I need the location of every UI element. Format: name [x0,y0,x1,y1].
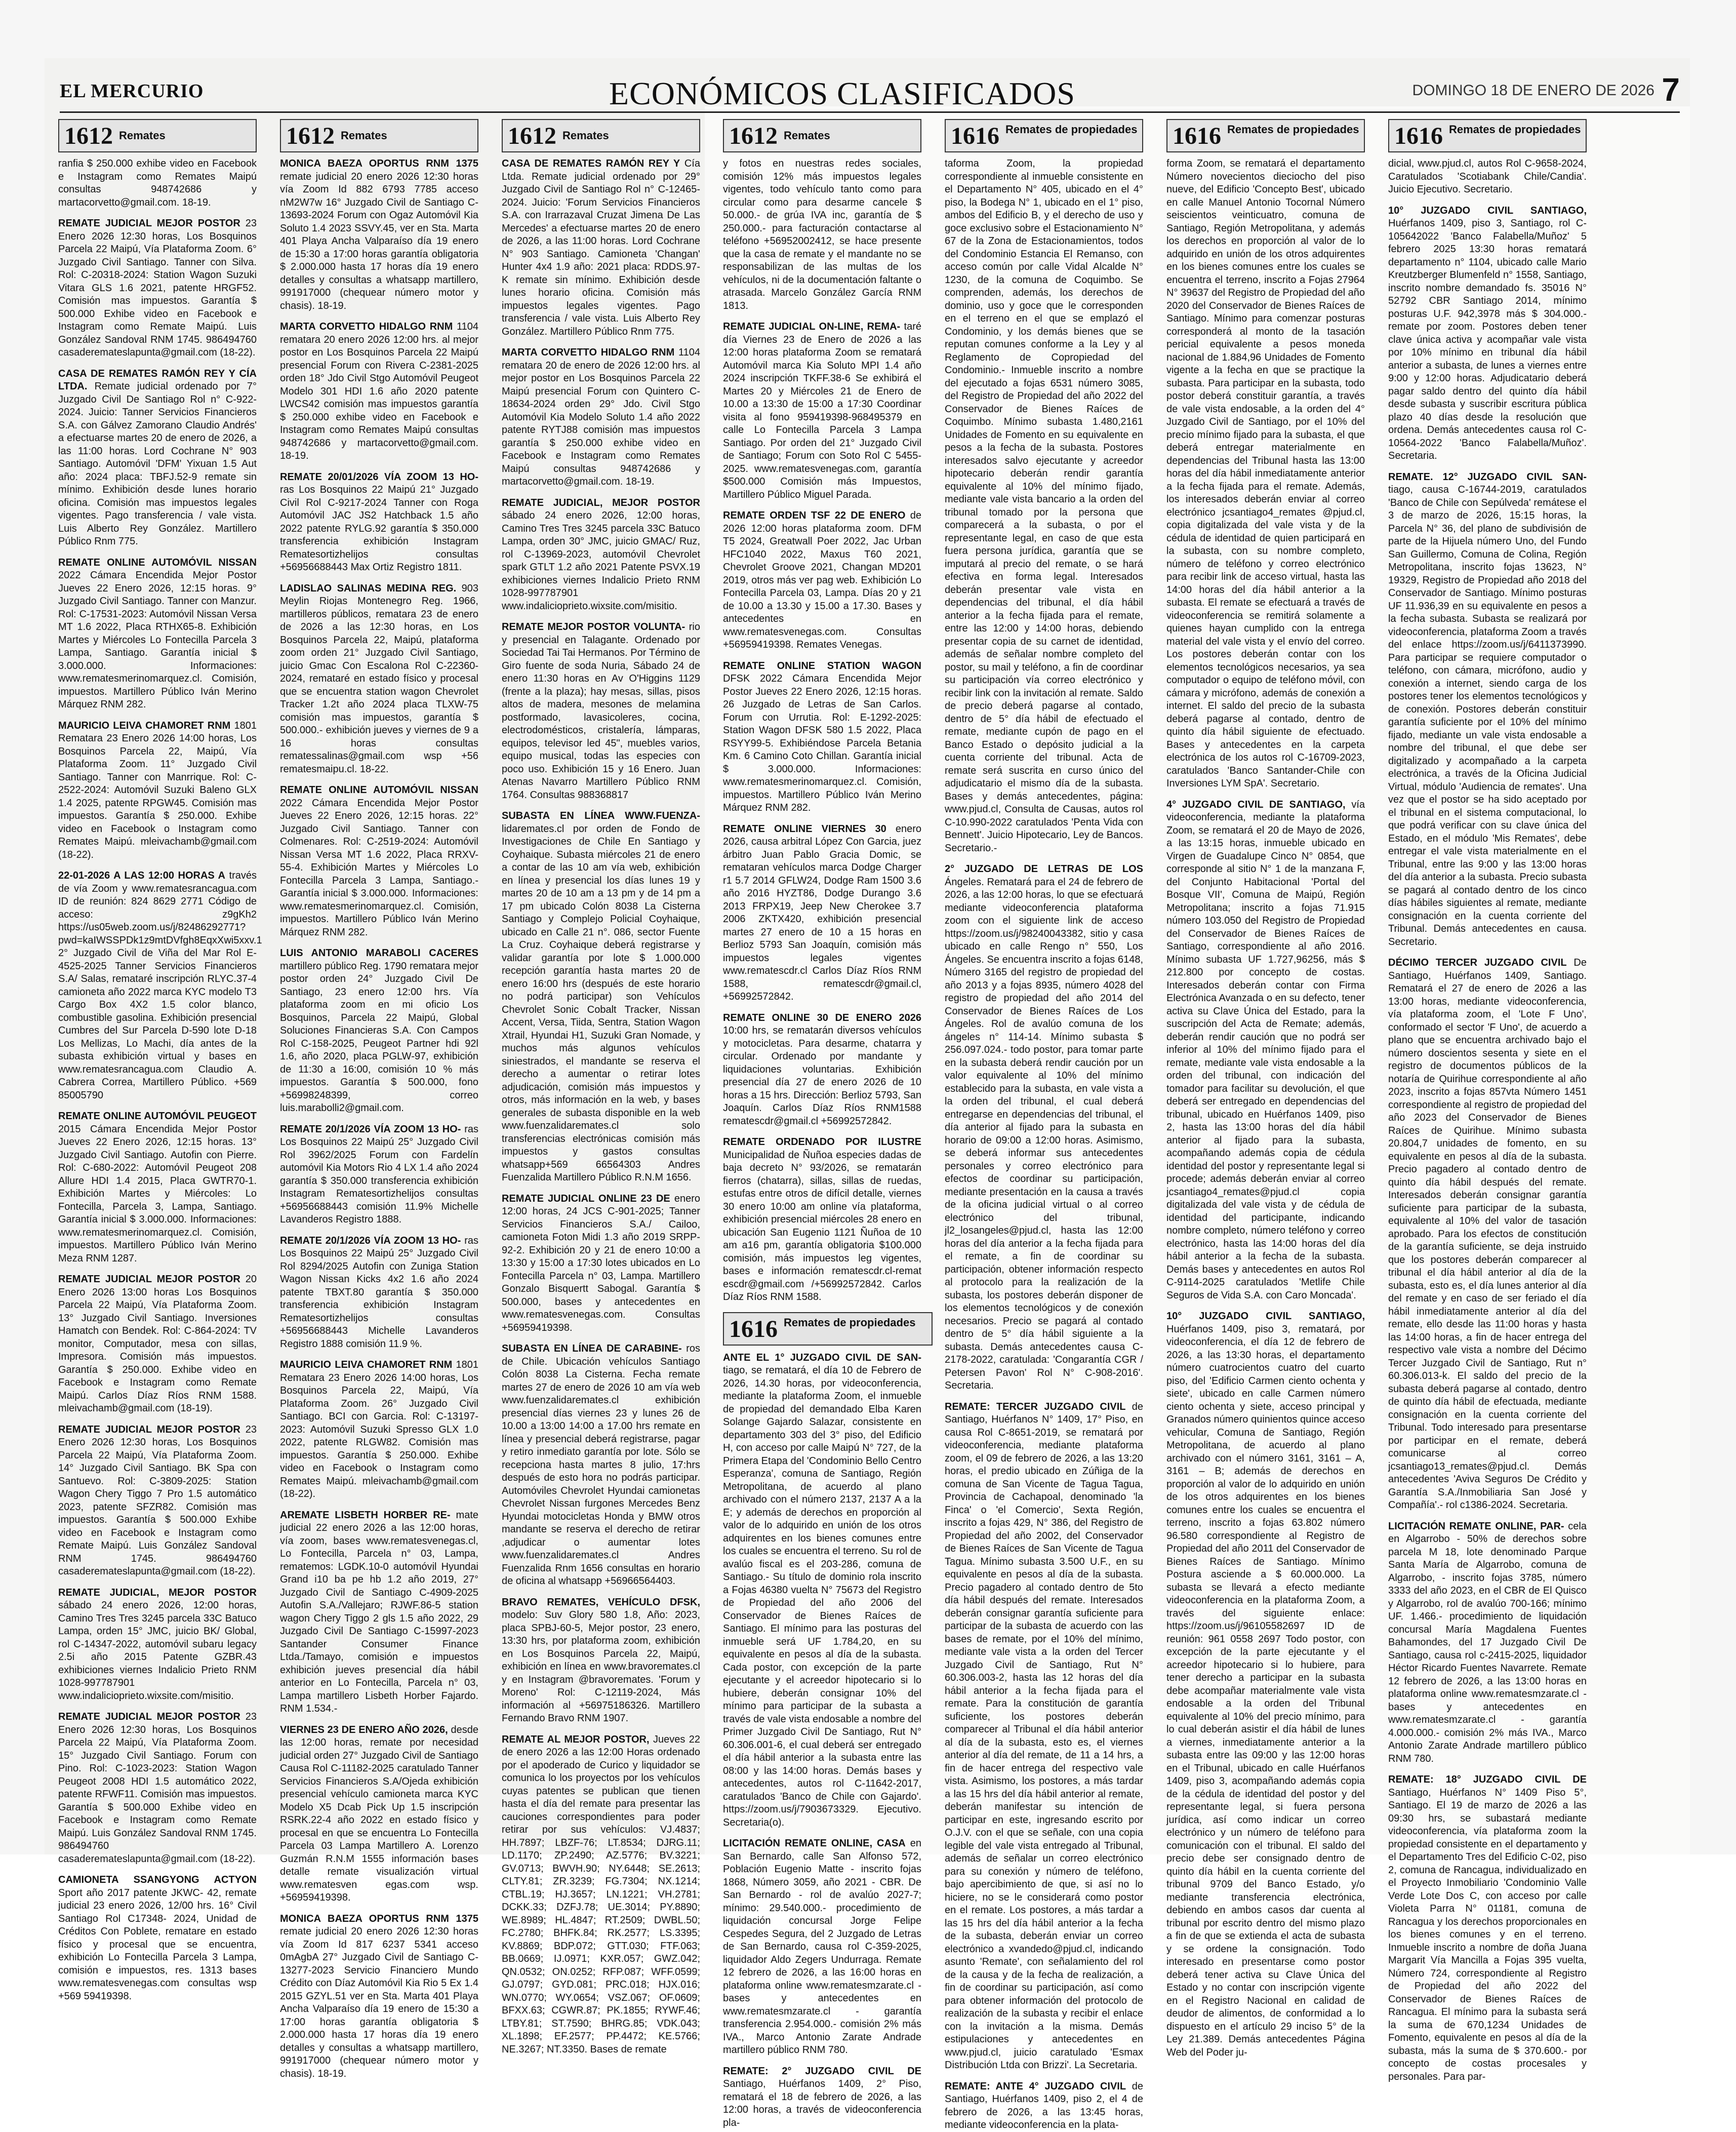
ad-heading: VIERNES 23 DE ENERO AÑO 2026, [280,1724,448,1735]
classified-ad [723,660,921,815]
ad-heading: REMATE: ANTE 4° JUZGADO CIVIL [945,2080,1126,2092]
ad-heading: REMATE MEJOR POSTOR VOLUNTA- [502,621,685,633]
ad-heading: REMATE 20/01/2026 VÍA ZOOM 13 HO- [280,471,478,483]
ad-body: enero 12:00 horas, 24 JCS C-901-2025; Tanner Servicios Financieros S.A./ Cailoo, camioneta Foton Midi 1.3 año 2019 SRPP-92-2. Exhibición 20 y 21 de enero 10:00 a 13:30 y 15:00 a 17:30 lotes ubicados en Lo Fontecilla Parcela n° 03, Lampa. Martillero Gonzalo Bisquertt Sabogal. Garantía $ 500.000, bases y antecedentes en www.rematesvenegas.com. Consultas +56959419398. [502,1193,700,1333]
classified-ad [280,1724,478,1905]
ad-heading: LADISLAO SALINAS MEDINA REG. [280,582,457,594]
ad-body: forma Zoom, se rematará el departamento Número novecientos dieciocho del piso nueve, del Edificio 'Concepto Best', ubicado en calle Manuel Antonio Tocornal Número seiscientos veinticuatro, comuna de Santiago, Región Metropolitana, y además los derechos en proporción al valor de lo adquirido en unión de los otros adquirentes en los bienes comunes entre los cuales se encuentra el terreno, inscrito a Fojas 27964 N° 39637 del Registro de Propiedad del año 2020 del Conservador de Bienes Raíces de Santiago. Mínimo para comenzar posturas corresponderá al monto de la tasación pericial equivalente a pesos moneda nacional de 1.884,96 Unidades de Fomento vigente a la fecha en que se practique la subasta. Para participar en la subasta, todo postor deberá constituir garantía, a través de vale vista endosable, a la orden del 4° Juzgado Civil de Santiago, por el 10% del precio mínimo fijado para la subasta, el que deberá entregar materialmente en dependencias del Tribunal hasta las 13:00 horas del día hábil inmediatamente anterior a la fecha fijada para el remate. Además, los interesados deberán enviar al correo electrónico jcsantiago4_remates @pjud.cl, copia digitalizada del vale vista y de la cédula de identidad de quien participará en la subasta, con su nombre completo, número de teléfono y correo electrónico para recibir link de acceso virtual, hasta las 14:00 horas del día hábil anterior a la subasta. El remate se efectuará a través de videoconferencia se remitirá solamente a quienes hayan cumplido con la entrega material del vale vista y el envío del correo. Los postores deberán contar con los elementos tecnológicos necesarios, ya sea computador o equipo de teléfono móvil, con cámara y micrófono, además de conexión a internet. El saldo del precio de la subasta deberá pagarse al contado, dentro de quinto día hábil siguiente de efectuado. Bases y antecedentes en la carpeta electrónica de los autos rol C-16709-2023, caratulados 'Banco Santander-Chile con Inversiones LYM SpA'. Secretario. [1166,158,1365,789]
column-5 [945,119,1143,2130]
ad-body: Ángeles. Rematará para el 24 de febrero de 2026, a las 12:00 horas, lo que se efectuará mediante videoconferencia plataforma zoom con el siguiente link de acceso https://zoom.us/j/98240043382, sitio y casa ubicado en calle Rengo n° 550, Los Ángeles. Se encuentra inscrito a fojas 6148, Número 3165 del registro de propiedad del año 2013 y a fojas 8935, número 4028 del registro de propiedad del año 2014 del Conservador de Bienes Raíces de Los Ángeles. Rol de avalúo comuna de los ángeles n° 114-14. Mínimo subasta $ 256.097.024.- todo postor, para tomar parte en la subasta deberá rendir caución por un valor equivalente al 10% del mínimo establecido para la subasta, en vale vista a la orden del tribunal, el cual deberá entregarse en dependencias del tribunal, el día anterior al fijado para la subasta en horario de 09:00 a 12:00 horas. Asimismo, se deberá informar sus antecedentes personales y correo electrónico para efectos de coordinar su participación, mediante presentación en la causa a través de la oficina judicial virtual o al correo electrónico del tribunal, jl2_losangeles@pjud.cl, hasta las 12:00 horas del día anterior a la fecha fijada para el remate, a fin de coordinar su participación, obtener información respecto al protocolo para la realización de la subasta, los postores deberán disponer de los elementos tecnológicos y de conexión necesarios. Precio se pagará al contado dentro de 5° día hábil siguiente a la subasta. Demás antecedentes causa C-2178-2022, caratulada: 'Congarantía CGR / Petersen Pavon' Rol N° C-908-2016'. Secretaria. [945,876,1143,1391]
ad-heading: AREMATE LISBETH HORBER RE- [280,1509,451,1521]
ad-body: martillero público Reg. 1790 rematara mejor postor orden 24° Juzgado Civil De Santiago, 23 enero 12:00 hrs. Vía plataforma zoom en mi oficio Los Bosquinos, Parcela 22 Maipú, Global Soluciones Financieras S.A. Con Campos Rol C-158-2025, Peugeot Partner hdi 92l 1.6, año 2020, placa PGLW-97, exhibición de 11:30 a 16:00, comisión 10 % más impuestos. Garantía $ 500.000, fono +56998248399, correo luis.marabolli2@gmail.com. [280,960,478,1114]
column-header [723,119,921,152]
ad-heading: REMATE: 2° JUZGADO CIVIL DE [723,2065,921,2077]
ad-body: Remate judicial ordenado por 7° Juzgado Civil De Santiago Rol n° C-922-2024. Juicio: Tanner Servicios Financieros S.A. con Gálvez Zamorano Claudio Andrés' a efectuarse martes 20 de enero de 2026, a las 11:00 horas. Lord Cochrane N° 903 Santiago. Automóvil 'DFM' Yixuan 1.5 Aut año: 2024 placa: TBFJ.52-9 remate sin mínimo. Exhibición desde lunes horario oficina. Comisión mas impuestos legales vigentes. Pago transferencia / vale vista. Luis Alberto Rey González. Martillero Público Rnm 775. [58,381,257,547]
classified-ad [58,1424,257,1578]
ad-body: sábado 24 enero 2026, 12:00 horas, Camino Tres Tres 3245 parcela 33C Batuco Lampa, orden 30° JMC, juicio GMAC/ Ruz, rol C-13969-2023, automóvil Chevrolet spark GTLT 1.2 año 2021 Patente PSVX.19 exhibiciones viernes Indalicio Prieto RNM 1028-997787901 www.indalicioprieto.wixsite.com/misitio. [502,510,700,612]
classified-ad [723,2065,921,2130]
section-label: Remates [119,129,166,142]
classified-ad [280,1359,478,1501]
ad-heading: CASA DE REMATES RAMÓN REY Y [502,158,680,169]
classified-ad [723,1837,921,2057]
ad-body: 23 Enero 2026 12:30 horas, Los Bosquinos Parcela 22 Maipú, Vía Plataforma Zoom. 14° Juzgado Civil Santiago. BK Spa con Santuevo. Rol: C-3809-2025: Station Wagon Chery Tiggo 7 Pro 1.5 automático 2023, patente SFZR82. Comisión mas impuestos. Garantía $ 500.000 Exhibe video en Facebook e Instagram como Remate Maipú. Luis González Sandoval RNM 1745. 986494760 casaderemateslapunta@gmail.com (18-22). [58,1424,257,1577]
classified-ad [502,157,700,338]
classified-ad [280,1913,478,2081]
ad-heading: 22-01-2026 A LAS 12:00 HORAS A [58,870,225,881]
classified-ad [1388,471,1587,949]
classified-ad [1166,157,1365,791]
ad-heading: REMATE: 18° JUZGADO CIVIL DE [1388,1774,1587,1785]
ad-body: de 2026 12:00 horas plataforma zoom. DFM T5 2024, Greatwall Poer 2022, Jac Urban HFC1040 2022, Maxus T60 2021, Chevrolet Groove 2021, Changan MD201 2019, otros más ver pag web. Exhibición Lo Fontecilla Parcela 03, Lampa. Días 20 y 21 de 10.00 a 13.30 y 15.00 a 17.30. Bases y antecedentes en www.rematesvenegas.com. Consultas +56959419398. Remates Venegas. [723,510,921,650]
classified-ad [280,1509,478,1716]
classified-ad [502,810,700,1185]
ad-body: desde las 12:00 horas, remate por necesidad judicial orden 27° Juzgado Civil de Santiago Causa Rol C-11182-2025 caratulado Tanner Servicios Financieros S.A/Ojeda exhibición presencial vehículo camioneta marca KYC Modelo X5 Dcab Pick Up 1.5 inscripción RSRK.22-4 año 2022 en estado físico y procesal en que se encuentra Lo Fontecilla Parcela 03 Lampa Martillero A. Lorenzo Guzmán R.N.M 1555 información bases detalle remate visualización virtual www.rematesven egas.com wsp. +56959419398. [280,1724,478,1903]
classified-ad [280,784,478,939]
ad-heading: REMATE 20/1/2026 VÍA ZOOM 13 HO- [280,1123,461,1135]
ad-heading: REMATE JUDICIAL MEJOR POSTOR [58,1424,240,1435]
ad-heading: REMATE ONLINE AUTOMÓVIL PEUGEOT [58,1111,257,1122]
classified-ad [58,1587,257,1703]
ad-body: modelo: Suv Glory 580 1.8, Año: 2023, placa SPBJ-60-5, Mejor postor, 23 enero, 13:30 hrs, por plataforma zoom, exhibición en Los Bosquinos Parcela 22, Maipú, exhibición en línea en www.bravoremates.cl y en Instagram @bravoremates. 'Forum y Moreno' Rol: C-12119-2024, Más información al +56975186326. Martillero Fernando Bravo RNM 1907. [502,1609,700,1724]
classified-ad [945,2080,1143,2132]
ad-body: taforma Zoom, la propiedad correspondiente al inmueble consistente en el Departamento N° 405, ubicado en el 4° piso, la Bodega N° 1, ubicado en el 1° piso, ambos del Edificio B, y el derecho de uso y goce exclusivo sobre el Estacionamiento N° 67 de la Zona de Estacionamientos, todos del Condominio Estancia El Remanso, con acceso común por calle Vidal Alcalde N° 1230, de la comuna de Coquimbo. Se comprenden, además, los derechos de dominio, uso y goce que le corresponden en el terreno en el que se emplazó el Condominio, y los demás bienes que se reputan comunes conforme a la Ley y al Reglamento de Copropiedad del Condominio.- Inmueble inscrito a nombre del ejecutado a fojas 6531 número 3085, del Registro de Propiedad del año 2022 del Conservador de Bienes Raíces de Coquimbo. Mínimo subasta 1.480,2161 Unidades de Fomento en su equivalente en pesos a la fecha de la subasta. Postores interesados salvo ejecutante y acreedor hipotecario deberán rendir garantía equivalente al 10% del mínimo fijado, mediante vale vista bancario a la orden del tribunal tomado por la persona que comparecerá a la subasta, o por el representante legal, en caso de que esta fuera persona jurídica, garantía que se imputará al precio del remate, o se hará efectiva en forma legal. Interesados deberán presentar vale vista en dependencias del tribunal, el día hábil anterior a la fecha fijada para el remate, entre las 12:00 y 14:00 horas, debiendo presentar copia de su carnet de identidad, además de señalar nombre completo del postor, su mail y teléfono, a fin de coordinar su participación vía correo electrónico y recibir link con la invitación al remate. Saldo de precio deberá pagarse al contado, dentro de 5° día hábil de efectuado el remate, mediante cupón de pago en el Banco Estado o depósito judicial a la cuenta corriente del tribunal. Acta de remate será suscrita en curso único del adjudicatario el mismo día de la subasta. Bases y demás antecedentes, página: www.pjud.cl, Consulta de Causas, autos rol C-10.990-2022 caratulados 'Penta Vida con Bennett'. Juicio Hipotecario, Ley de Bancos. Secretario.- [945,158,1143,854]
ad-body: 20 Enero 2026 13:00 horas Los Bosquinos Parcela 22 Maipú, Vía Plataforma Zoom. 13° Juzgado Civil Santiago. Inversiones Hamatch con Bendek. Rol: C-864-2024: TV monitor, Computador, mesa con sillas, Impresora. Comisión más impuestos. Garantía $ 250.000. Exhibe video en Facebook e Instagram como Remate Maipú. Carlos Díaz Ríos RNM 1588. mleivachamb@gmail.com (18-19). [58,1274,257,1414]
section-number: 1612 [286,123,335,149]
section-number: 1616 [1173,123,1221,149]
classified-ad [502,1343,700,1588]
ad-heading: DÉCIMO TERCER JUZGADO CIVIL [1388,957,1567,968]
section-label: Remates [784,129,830,142]
ad-body: 1801 Rematara 23 Enero 2026 14:00 horas, Los Bosquinos Parcela 22, Maipú, Vía Plataforma Zoom. 26° Juzgado Civil Santiago. BCI con Garcia. Rol: C-13197-2023: Automóvil Suzuki Spresso GLX 1.0 2022, patente RLGW82. Comisión mas impuestos. Garantía $ 250.000. Exhibe video en Facebook o Instagram como Remates Maipú. mleivachamb@gmail.com (18-22). [280,1359,478,1499]
section-number: 1616 [729,1315,778,1343]
section-label: Remates de propiedades [1227,123,1359,136]
column-header [1166,119,1365,152]
column-header [502,119,700,152]
ad-heading: REMATE ONLINE 30 DE ENERO 2026 [723,1012,921,1023]
newspaper-brand: EL MERCURIO [60,81,204,102]
column-header [58,119,257,152]
section-number: 1612 [729,123,778,149]
ad-body: de Santiago, Huérfanos N° 1409, 17° Piso, en causa Rol C-8651-2019, se rematará por videoconferencia, mediante plataforma zoom, el 09 de febrero de 2026, a las 13:20 horas, el predio ubicado en Zúñiga de la comuna de San Vicente de Tagua Tagua, Provincia de Cachapoal, denominado 'la Finca' o 'el Comercio', Sexta Región, inscrito a fojas 429, N° 386, del Registro de Propiedad del año 2002, del Conservador de Bienes Raíces de San Vicente de Tagua Tagua. Mínimo subasta 3.500 U.F., en su equivalente en pesos al día de la subasta. Precio pagadero al contado dentro de 5to día hábil después del remate. Interesados deberán consignar garantía suficiente para participar de la subasta de acuerdo con las bases de remate, por el 10% del mínimo, mediante vale vista a la orden del Tercer Juzgado Civil de Santiago, Rut N° 60.306.003-2, hasta las 12 horas del día hábil anterior a la fecha fijada para el remate. Para la constitución de garantía suficiente, los postores deberán comparecer al Tribunal el día hábil anterior al día de la subasta, esto es, el viernes anterior al día del remate, de 11 a 14 hrs, a fin de hacer entrega del respectivo vale vista. Asimismo, los postores, a más tardar a las 15 hrs del día hábil anterior al remate, deberán manifestar su intención de participar en este, ingresando escrito por O.J.V. con el que se señale, con una copia legible del vale vista entregado al Tribunal, además de señalar un correo electrónico para su conexión y número de teléfono, bajo apercibimiento de que, si así no lo hiciere, no se le considerará como postor en el remate. Los postores, a más tardar a las 15 hrs del día hábil anterior a la fecha de la subasta, deberán enviar un correo electrónico a xvandedo@pjud.cl, indicando asunto 'Remate', con señalamiento del rol de la causa y de la fecha de realización, a fin de coordinar su participación, así como para obtener información del protocolo de realización de la subasta y recibir el enlace con la invitación a la misma. Demás estipulaciones y antecedentes en www.pjud.cl, juicio caratulado 'Esmax Distribución Ltda con Brizzi'. La Secretaria. [945,1401,1143,2071]
ad-body: ras Los Bosquinos 22 Maipú 21° Juzgado Civil Rol C-9217-2024 Tanner con Roga Automóvil JAC JS2 Hatchback 1.5 año 2022 patente RYLG.92 garantía $ 350.000 transferencia exhibición Instagram Rematesortizhelijos consultas +56956688443 Max Ortiz Registro 1811. [280,484,478,573]
ad-heading: MAURICIO LEIVA CHAMORET RNM [280,1359,453,1370]
ad-heading: REMATE. 12° JUZGADO CIVIL SAN- [1388,471,1587,483]
ad-body: Santiago, Huérfanos 1409, 2° Piso, rematará el 18 de febrero de 2026, a las 12:00 horas, a través de videoconferencia pla- [723,2078,921,2128]
ad-body: lidaremates.cl por orden de Fondo de Investigaciones de Chile En Santiago y Coyhaique. Subasta miércoles 21 de enero a contar de las 10 am vía web, exhibición en línea y presencial los días lunes 19 y martes 20 de 10 am a 13 pm y de 14 pm a 17 pm ubicado Colón 8038 La Cisterna Santiago y Complejo Policial Coyhaique, ubicado en Calle 21 n°. 086, sector Fuente La Cruz. Coyhaique deberá registrarse y validar garantía por lote $ 1.000.000 recepción garantía hasta martes 20 de enero 16:00 hrs (después de este horario no podrá participar) son Vehículos Chevrolet Sonic Cobalt Tracker, Nissan Accent, Versa, Tiida, Sentra, Station Wagon Xtrail, Hyundai H1, Suzuki Gran Nomade, y muchos más algunos vehículos siniestrados, el mandante se reserva el derecho a aumentar o retirar lotes adjudicación, comisión más impuestos y otros, más información en la web, y bases generales de subasta disponible en la web www.fuenzalidaremates.cl solo transferencias electrónicas comisión más impuestos y gastos consultas whatsapp+569 66564303 Andres Fuenzalida Martillero Público R.N.M 1656. [502,823,700,1183]
ad-body: 2015 Cámara Encendida Mejor Postor Jueves 22 Enero 2026, 12:15 horas. 13° Juzgado Civil Santiago. Autofin con Pierre. Rol: C-680-2022: Automóvil Peugeot 208 Allure HDI 1.4 2015, Placa GWTR70-1. Exhibición Martes y Miércoles: Lo Fontecilla, Parcela 3, Lampa, Santiago. Garantía inicial $ 3.000.000. Informaciones: www.rematesmerinomarquez.cl. Comisión, impuestos. Martillero Público Iván Merino Meza RNM 1287. [58,1123,257,1264]
ad-body: Huérfanos 1409, piso 3, rematará, por videoconferencia, el día 12 de febrero de 2026, a las 13:30 horas, el departamento número cuatrocientos cuatro del cuarto piso, del 'Edificio Carmen ciento ochenta y siete', ubicado en calle Carmen número ciento ochenta y siete, acceso principal y Granados número quinientos quince acceso vehicular, Comuna de Santiago, Región Metropolitana, de acuerdo al plano archivado con el número 3161, 3161 – A, 3161 – B; además de derechos en proporción al valor de lo adquirido en unión de los otros adquirentes en los bienes comunes entre los cuales se encuentra el terreno, inscrito a fojas 63.802 número 96.580 correspondiente al Registro de Propiedad del año 2011 del Conservador de Bienes Raíces de Santiago. Mínimo Postura asciende a $ 60.000.000. La subasta se llevará a efecto mediante videoconferencia en la plataforma Zoom, a través del siguiente enlace: https://zoom.us/j/96105582697 ID de reunión: 961 0558 2697 Todo postor, con excepción de la parte ejecutante y el acreedor hipotecario si lo hubiere, para tener derecho a participar en la subasta debe acompañar materialmente vale vista endosable a la orden del Tribunal equivalente al 10% del precio mínimo, para lo cual deberán asistir el día hábil de lunes a viernes, inmediatamente anterior a la subasta entre las 09:00 y las 12:00 horas en el Tribunal, ubicado en calle Huérfanos 1409, piso 3, acompañando además copia de la cédula de identidad del postor y del representante legal, si fuera persona jurídica, así como indicar un correo electrónico y un número de teléfono para comunicación con el tribunal. El saldo del precio debe ser consignado dentro de quinto día hábil en la cuenta corriente del tribunal 9709 del Banco Estado, y/o mediante transferencia electrónica, debiendo en ambos casos dar cuenta al tribunal por escrito dentro del mismo plazo a fin de que se extienda el acta de subasta y se ordene la consignación. Todo interesado en presentarse como postor deberá tener activa su Clave Única del Estado y no contar con inscripción vigente en el Registro Nacional en calidad de deudor de alimentos, de conformidad a lo dispuesto en el artículo 29 inciso 5° de la Ley 21.389. Demás antecedentes Página Web del Poder ju- [1166,1323,1365,2058]
ad-heading: 4° JUZGADO CIVIL DE SANTIAGO, [1166,799,1346,810]
classified-ad [1388,1773,1587,2083]
column-3 [502,119,700,2055]
ad-body: 1104 rematara 20 enero 2026 12:00 hrs. al mejor postor en Los Bosquinos Parcela 22 Maipú presencial Forum con Rivera C-2381-2025 orden 18° Jdo Civil Stgo Automóvil Peugeot Modelo 301 HDI 1.6 año 2020 patente LWCS42 comisión mas impuestos garantía $ 250.000 exhibe video en Facebook e Instagram como Remates Maipú consultas 948742686 y martacorvetto@gmail.com. 18-19. [280,321,478,461]
ad-body: Santiago, Huérfanos N° 1409 Piso 5°, Santiago. El 19 de marzo de 2026 a las 09:30 hrs, se subastará mediante videoconferencia, vía plataforma zoom la propiedad consistente en el departamento y el Departamento Tres del Edificio C-02, piso 2, comuna de Rancagua, individualizado en el Proyecto Inmobiliario 'Condominio Valle Verde Lote Dos C, con acceso por calle Violeta Parra N° 01181, comuna de Rancagua y los derechos proporcionales en los bienes comunes y en el terreno. Inmueble inscrito a nombre de doña Juana Margarit Vía Mancilla a Fojas 395 vuelta, Número 724, correspondiente al Registro de Propiedad del año 2022 del Conservador de Bienes Raíces de Rancagua. El mínimo para la subasta será la suma de 670,1234 Unidades de Fomento, equivalente en pesos al día de la subasta, más la suma de $ 370.600.- por concepto de costas procesales y personales. Para par- [1388,1787,1587,2082]
classified-ad [280,157,478,312]
ad-body: ranfia $ 250.000 exhibe video en Facebook e Instagram como Remates Maipú consultas 948742686 y martacorvetto@gmail.com. 18-19. [58,158,257,208]
ad-body: 10:00 hrs, se rematarán diversos vehículos y motocicletas. Para desarme, chatarra y circular. Ordenado por mandante y liquidaciones voluntarias. Exhibición presencial día 27 de enero 2026 de 10 horas a 15 hrs. Dirección: Berlioz 5793, San Joaquín. Carlos Díaz Ríos RNM1588 rematescdr@gmail.cl +56992572842. [723,1025,921,1127]
column-2 [280,119,478,2079]
classified-ad [723,823,921,1004]
ad-heading: REMATE ONLINE VIERNES 30 [723,823,886,835]
ad-heading: 2° JUZGADO DE LETRAS DE LOS [945,863,1143,875]
ad-body: Sport año 2017 patente JKWC- 42, remate judicial 23 enero 2026, 12/00 hrs. 16° Civil Santiago Rol C17348- 2024, Unidad de Créditos Con Poblete, rematare en estado físico y procesal que se encuentra, exhibición Lo Fontecilla Parcela 3 Lampa, comisión e impuestos, res. 1313 bases www.rematesvenegas.com consultas wsp +569 59419398. [58,1887,257,2002]
classified-ad [1388,205,1587,463]
ad-body: cela en Algarrobo - 50% de derechos sobre parcela M 18, lote denominado Parque Santa María de Algarrobo, comuna de Algarrobo, - inscrito fojas 3785, número 3333 del año 2023, en el CBR de El Quisco y Algarrobo, rol de avalúo 700-166; mínimo UF. 1.466.- procedimiento de liquidación concursal María Magdalena Fuentes Bahamondes, del 17 Juzgado Civil De Santiago, causa rol c-2415-2025, liquidador Héctor Ricardo Fuentes Navarrete. Remate 12 febrero de 2026, a las 13:00 horas en plataforma online www.rematesmzarate.cl - bases y antecedentes en www.rematesmzarate.cl - garantía 4.000.000.- comisión 2% más IVA., Marco Antonio Zarate Andrade martillero público RNM 780. [1388,1520,1587,1764]
classified-ad [58,1711,257,1866]
classified-ad [1388,157,1587,196]
section-number: 1616 [1394,123,1443,149]
column-header [1388,119,1587,152]
ad-heading: BRAVO REMATES, VEHÍCULO DFSK, [502,1596,700,1608]
ad-body: en San Bernardo, calle San Alfonso 572, Población Eugenio Matte - inscrito fojas 1868, Número 3059, año 2021 - CBR. De San Bernardo - rol de avalúo 2027-7; mínimo: 29.540.000.- procedimiento de liquidación concursal Jorge Felipe Cespedes Segura, del 2 Juzgado de Letras de San Bernardo, causa rol C-359-2025, liquidador Aldo Zegers Undurraga. Remate 12 febrero de 2026, a las 16:00 horas en plataforma online www.rematesmzarate.cl - bases y antecedentes en www.rematesmzarate.cl - garantía transferencia 2.954.000.- comisión 2% más IVA., Marco Antonio Zarate Andrade martillero público RNM 780. [723,1838,921,2056]
ad-body: ros de Chile. Ubicación vehículos Santiago Colón 8038 La Cisterna. Fecha remate martes 27 de enero de 2026 10 am vía web www.fuenzalidaremates.cl exhibición presencial días viernes 23 y lunes 26 de 10.00 a 13:00 14:00 a 17.00 hrs remate en línea y presencial deberá registrarse, pagar y retiro inmediato garantía por lote. Sólo se recepciona hasta martes 8 julio, 17:hrs después de esto hora no podrás participar. Automóviles Chevrolet Hyundai camionetas Chevrolet Nissan furgones Mercedes Benz Hyundai motocicletas Honda y BMW otros mandante se reserva el derecho de retirar ,adjudicar o aumentar lotes www.fuenzalidaremates.cl Andres Fuenzalida Rnm 1656 consultas en horario de oficina al whatsapp +56966564403. [502,1343,700,1587]
classified-ad [58,1110,257,1265]
classified-ad [58,1273,257,1415]
ad-heading: SUBASTA EN LÍNEA WWW.FUENZA- [502,810,700,821]
ad-heading: REMATE ORDENADO POR ILUSTRE [723,1136,921,1148]
classified-ad [723,157,921,312]
classified-ad [280,1123,478,1227]
ad-body: rio y presencial en Talagante. Ordenado por Sociedad Tai Tai Hermanos. Por Término de Giro fuente de soda Nuria, Sábado 24 de enero 11:30 horas en Av O'Higgins 1129 (frente a la plaza); hay mesas, sillas, pisos altos de madera, mesones de melamina postformado, lavasicoleres, cocina, electrodomésticos, cristalería, lámparas, equipos, televisor led 45", muebles varios, equipo musical, todas las especies con poco uso. Exhibición 15 y 16 Enero. Juan Atenas Navarro Martillero Público RNM 1764. Consultas 988368817 [502,621,700,801]
classified-ad [945,157,1143,855]
section-title: ECONÓMICOS CLASIFICADOS [609,75,1075,111]
classified-ad [280,321,478,463]
ad-body: 23 Enero 2026 12:30 horas, Los Bosquinos Parcela 22 Maipú, Vía Plataforma Zoom. 15° Juzgado Civil Santiago. Forum con Pino. Rol: C-1023-2023: Station Wagon Peugeot 2008 HDI 1.5 automático 2022, patente RFWF11. Comisión mas impuestos. Garantía $ 500.000 Exhibe video en Facebook e Instagram como Remate Maipú. Luis González Sandoval RNM 1745. 986494760 casaderemateslapunta@gmail.com (18-22). [58,1711,257,1865]
ad-heading: MARTA CORVETTO HIDALGO RNM [502,347,675,358]
masthead [60,71,1680,113]
classified-ad [945,1401,1143,2072]
ad-heading: SUBASTA EN LÍNEA DE CARABINE- [502,1343,682,1354]
ad-heading: MAURICIO LEIVA CHAMORET RNM [58,720,231,731]
classified-ad [1166,799,1365,1302]
classified-ad [502,1193,700,1335]
ad-body: ras Los Bosquinos 22 Maipú 25° Juzgado Civil Rol 3962/2025 Forum con Fardelín automóvil Kia Motors Rio 4 LX 1.4 año 2024 garantía $ 350.000 transferencia exhibición Instagram Rematesortizhelijos consultas +56956688443 comisión 11.9% Michelle Lavanderos Registro 1888. [280,1123,478,1225]
classified-ad [502,497,700,613]
ad-body: Jueves 22 de enero 2026 a las 12:00 Horas ordenado por el apoderado de Curico y liquidador se comunica lo los proyectos por los vehículos cuyas patentes se publican que tienen hasta el día del remate para presentar las cauciones correspondientes para poder retirar por sus vehículos: VJ.4837; HH.7897; LBZF-76; LT.8534; DJRG.11; LD.1170; ZP.2490; AZ.5776; BV.3221; GV.0713; BWVH.90; NY.6448; SE.2613; CLTY.81; ZR.3239; FG.7304; NX.1214; CTBL.19; HJ.3657; LN.1221; VH.2781; DCKK.33; DZFJ.78; UE.3014; PY.8890; WE.8989; HL.4847; RT.2509; DWBL.50; FC.2780; BHFK.84; RK.2577; LS.3395; KV.8869; BDP.072; GTT.030; FTF.063; BB.0669; IJ.0971; KXR.057; GWZ.042; QN.0532; ON.0252; RFP.087; WFF.0599; GJ.0797; GYD.081; PRC.018; HJX.016; WN.0770; WY.0654; VSZ.067; OF.0609; BFXX.63; CGWR.87; PK.1855; RYWF.46; LTBY.81; ST.7590; BHRG.85; VDK.043; XL.1898; EF.2577; PP.4472; KE.5766; NE.3267; NT.3350. Bases de remate [502,1733,700,2055]
classified-ad [58,557,257,712]
section-label: Remates [562,129,609,142]
classified-ad [280,471,478,574]
ad-heading: REMATE JUDICIAL, MEJOR POSTOR [58,1587,257,1598]
ad-body: 1801 Rematara 23 Enero 2026 14:00 horas, Los Bosquinos Parcela 22, Maipú, Vía Plataforma Zoom. 11° Juzgado Civil Santiago. Tanner con Manrrique. Rol: C-2522-2024: Automóvil Suzuki Baleno GLX 1.4 2025, patente RPGW45. Comisión mas impuestos. Garantía $ 250.000. Exhibe video en Facebook o Instagram como Remates Maipú. mleivachamb@gmail.com (18-22). [58,720,257,860]
ad-body: DFSK 2022 Cámara Encendida Mejor Postor Jueves 22 Enero 2026, 12:15 horas. 26 Juzgado de Letras de San Carlos. Forum con Urrutia. Rol: E-1292-2025: Station Wagon DFSK 580 1.5 2022, Placa RSYY99-5. Exhibiéndose Parcela Betania Km. 6 Camino Coto Chillan. Garantía inicial $ 3.000.000. Informaciones: www.rematesmerinomarquez.cl. Comisión, impuestos. Martillero Público Iván Merino Márquez RNM 282. [723,673,921,813]
ad-heading: REMATE JUDICIAL MEJOR POSTOR [58,1711,240,1722]
ad-heading: REMATE JUDICIAL, MEJOR POSTOR [502,497,700,508]
ad-body: dicial, www.pjud.cl, autos Rol C-9658-2024, Caratulados 'Scotiabank Chile/Candia'. Juicio Ejecutivo. Secretario. [1388,158,1587,195]
ad-body: Huérfanos 1409, piso 3, Santiago, rol C-105642022 'Banco Falabella/Muñoz' 5 febrero 2025 13:30 horas rematará departamento n° 1104, ubicado calle Mario Kreutzberger Blumenfeld n° 1558, Santiago, inscrito nombre demandado fs. 35016 N° 52792 CBR Santiago 2014, mínimo posturas U.F. 942,3978 más $ 304.000.-remate por zoom. Postores deben tener clave única activa y acompañar vale vista por 10% mínimo en tribunal día hábil anterior a subasta, de lunes a viernes entre 9:00 y 12:00 horas. Adjudicatario deberá pagar saldo dentro del quinto día hábil desde subasta y suscribir escritura pública plazo 40 días desde la resolución que ordena. Demás antecedentes causa rol C-10564-2022 'Banco Falabella/Muñoz'. Secretaria. [1388,218,1587,461]
section-label: Remates de propiedades [1005,123,1138,136]
classified-ad [1166,1310,1365,2059]
classified-ad [723,509,921,652]
ad-heading: REMATE ONLINE STATION WAGON [723,660,921,672]
classified-ad [58,157,257,209]
classified-ad [723,1136,921,1304]
column-header [280,119,478,152]
ad-heading: REMATE ONLINE AUTOMÓVIL NISSAN [280,784,478,796]
ad-body: sábado 24 enero 2026, 12:00 horas, Camino Tres Tres 3245 parcela 33C Batuco Lampa, orden 15° JMC, juicio BK/ Global, rol C-14347-2022, automóvil subaru legacy 2.5i año 2015 Patente GZBR.43 exhibiciones viernes Indalicio Prieto RNM 1028-997787901 www.indalicioprieto.wixsite.com/misitio. [58,1600,257,1702]
classified-ad [58,368,257,548]
classified-ad [945,863,1143,1393]
section-header-inline [723,1312,933,1346]
ad-body: Cía Ltda. Remate judicial ordenado por 29° Juzgado Civil de Santiago Rol n° C-12465-2024. Juicio: 'Forum Servicios Financieros S.A. con Irarrazaval Cruzat Jimena De Las Mercedes' a efectuarse martes 20 de enero de 2026, a las 11:00 horas. Lord Cochrane N° 903 Santiago. Camioneta 'Changan' Hunter 4x4 1.9 año: 2021 placa: RDDS.97-K remate sin mínimo. Exhibición desde lunes horario oficina. Comisión más impuestos legales vigentes. Pago transferencia / vale vista. Luis Alberto Rey González. Martillero Público Rnm 775. [502,158,700,337]
ad-body: taré día Viernes 23 de Enero de 2026 a las 12:00 horas plataforma Zoom se rematará Automóvil marca Kia Soluto MPI 1.4 año 2024 inscripción TKFF.38-6 Se exhibirá el Martes 20 y Miércoles 21 de Enero de 10.00 a 13:30 de 15:00 a 17:30 Coordinar visita al fono 959419398-968495379 en calle Lo Fontecilla Parcela 3 Lampa Santiago. Por orden del 21° Juzgado Civil de Santiago; Forum con Soto Rol C 5455-2025. www.rematesvenegas.com, garantía $500.000 Comisión más Impuestos, Martillero Público Miguel Parada. [723,321,921,500]
section-number: 1612 [64,123,113,149]
classified-ad [723,1012,921,1128]
ad-heading: REMATE JUDICIAL ON-LINE, REMA- [723,321,901,332]
ad-heading: CAMIONETA SSANGYONG ACTYON [58,1874,257,1885]
classified-ad [58,870,262,1102]
ad-body: 2022 Cámara Encendida Mejor Postor Jueves 22 Enero 2026, 12:15 horas. 9° Juzgado Civil Santiago. Tanner con Manzur. Rol: C-17531-2023: Automóvil Nissan Versa MT 1.6 2022, Placa RTHX65-8. Exhibición Martes y Miércoles Lo Fontecilla Parcela 3 Lampa, Santiago. Garantía inicial $ 3.000.000. Informaciones: www.rematesmerinomarquez.cl. Comisión, impuestos. Martillero Público Iván Merino Márquez RNM 282. [58,570,257,710]
ad-body: través de vía Zoom y www.rematesrancagua.com ID de reunión: 824 8629 2771 Código de acceso: z9gKh2 https://us05web.zoom.us/j/82486292771?pwd=kaIWSSPDk1z9mtDVfgh8EqxXwi5xxv.1 2° Juzgado Civil de Viña del Mar Rol E-4525-2025 Tanner Servicios Financieros S.A/ Salas, remataré inscripción RLYC.37-4 camioneta año 2022 marca KYC modelo T3 Cargo Box 4X2 1.5 color blanco, combustible gasolina. Exhibición presencial Cumbres del Sur Parcela D-590 lote D-18 Los Mellizas, Lo Machi, día antes de la subasta exhibición virtual y bases en www.rematesrancagua.com Claudio A. Cabrera Correa, Martillero Público. +569 85005790 [58,870,262,1101]
classified-ad [58,217,257,360]
column-1 [58,119,262,2002]
ad-body: 1104 rematara 20 de enero de 2026 12:00 hrs. al mejor postor en Los Bosquinos Parcela 22 Maipú presencial Forum con Quintero C-18634-2024 orden 29° Jdo. Civil Stgo Automóvil Kia Modelo Soluto 1.4 año 2022 patente RYTJ88 comisión mas impuestos garantía $ 250.000 exhibe video en Facebook e Instagram como Remates Maipú consultas 948742686 y martacorvetto@gmail.com. 18-19. [502,347,700,487]
ad-heading: ANTE EL 1° JUZGADO CIVIL DE SAN- [723,1352,921,1363]
section-number: 1616 [951,123,999,149]
ad-body: mate judicial 22 enero 2026 a las 12:00 horas, vía zoom, bases www.rematesvenegas.cl, Lo Fontecilla, Parcela n° 03, Lampa, rematemos: LGDK.10-0 automóvil Hyundai Grand i10 ba pe hb 1.2 año 2019, 27° Juzgado Civil de Santiago C-4909-2025 Autofin S.A./Vallejaro; RJWF.86-5 station wagon Chery Tiggo 2 gls 1.5 año 2022, 29 Juzgado Civil De Santiago C-15997-2023 Santander Consumer Finance Ltda./Tamayo, comisión e impuestos exhibición jueves presencial día hábil anterior en Lo Fontecilla, Parcela n° 03, Lampa martillero Lisbeth Horber Fajardo. RNM 1.534.- [280,1509,478,1714]
ad-heading: REMATE ORDEN TSF 22 DE ENERO [723,510,906,521]
ad-body: Municipalidad de Ñuñoa especies dadas de baja decreto N° 93/2026, se rematarán fierros (chatarra), sillas, sillas de ruedas, estufas entre otros de difícil detalle, viernes 30 enero 10:00 am online vía plataforma, exhibición presencial miércoles 28 enero en ubicación San Eugenio 1121 Ñuñoa de 10 am a16 pm, garantía obligatoria $100.000 comisión, más impuestos leg vigentes, bases e información rematescdr.cl-remat escdr@gmail.com /+56992572842. Carlos Díaz Ríos RNM 1588. [723,1149,921,1302]
ad-heading: REMATE ONLINE AUTOMÓVIL NISSAN [58,557,257,568]
ad-body: remate judicial 20 enero 2026 12:30 horas vía Zoom Id 882 6793 7785 acceso nM2W7w 16° Juzgado Civil de Santiago C-13693-2024 Forum con Ogaz Automóvil Kia Soluto 1.4 2023 SSVY.45, ver en Sta. Marta 401 Playa Ancha Valparaíso día 19 enero de 15:30 a 17:00 horas garantía obligatoria $ 2.000.000 hasta 17 horas día 19 enero detalles y consultas a whatsapp martillero, 991917000 (chequear número motor y chasis). 18-19. [280,171,478,311]
issue-date: DOMINGO 18 DE ENERO DE 2026 [1412,82,1654,99]
ad-heading: REMATE JUDICIAL ONLINE 23 DE [502,1193,670,1204]
ad-body: enero 2026, causa arbitral López Con Garcia, juez árbitro Juan Pablo Gracia Domic, se remataran vehículos marca Dodge Charger r1 5.7 2014 GFLW24, Dodge Ram 1500 3.6 año 2016 HYZT86, Dodge Durango 3.6 2013 FRPX19, Jeep New Cherokee 3.7 2006 ZKTX420, exhibición presencial martes 27 enero de 10 a 15 horas en Berlioz 5793 San Joaquín, comisión más impuestos legales vigentes www.rematescdr.cl Carlos Díaz Ríos RNM 1588, rematescdr@gmail.cl, +56992572842. [723,823,922,1002]
ad-heading: LICITACIÓN REMATE ONLINE, CASA [723,1838,906,1849]
section-label: Remates [341,129,387,142]
classified-ad [58,1874,257,2003]
classified-ad [1388,957,1587,1512]
classified-ad [502,346,700,489]
ad-body: vía videoconferencia, mediante la plataforma Zoom, se rematará el 20 de Mayo de 2026, a las 13:15 horas, inmueble ubicado en Virgen de Guadalupe Cinco N° 0854, que corresponde al sitio N° 1 de la manzana F, del Conjunto Habitacional 'Portal del Bosque VII', Comuna de Maipú, Región Metropolitana; inscrito a fojas 71.915 número 103.050 del Registro de Propiedad del Conservador de Bienes Raíces de Santiago, correspondiente al año 2016. Mínimo subasta UF 1.727,96256, más $ 212.800 por concepto de costas. Interesados deberán contar con Firma Electrónica Avanzada o en su defecto, tener activa su Clave Única del Estado, para la suscripción del Acta de Remate; además, deberán rendir caución que no podrá ser inferior al 10% del mínimo fijado para el remate, mediante vale vista endosable a la orden del tribunal, con indicación del tomador para facilitar su devolución, el que deberá ser entregado en dependencias del tribunal, ubicado en Huérfanos 1409, piso 2, hasta las 13:00 horas del día hábil anterior al fijado para la subasta, acompañando además copia de cédula identidad del postor y representante legal si procede; además deberán enviar al correo jcsantiago4_remates@pjud.cl copia digitalizada del vale vista y de cédula de identidad del participante, indicando nombre completo, número teléfono y correo electrónico, hasta las 14:00 horas del día hábil anterior a la fecha de la subasta. Demás bases y antecedentes en autos Rol C-9114-2025 caratulados 'Metlife Chile Seguros de Vida S.A. con Caro Moncada'. [1166,799,1365,1301]
ad-body: de Santiago, Huérfanos 1409, piso 2, el 4 de febrero de 2026, a las 13:45 horas, mediante videoconferencia en la plata- [945,2080,1143,2130]
ad-heading: REMATE JUDICIAL MEJOR POSTOR [58,218,240,229]
ad-heading: REMATE: TERCER JUZGADO CIVIL [945,1401,1126,1412]
ad-body: De Santiago, Huérfanos 1409, Santiago. Rematará el 27 de enero de 2026 a las 13:00 horas, mediante videoconferencia, vía plataforma zoom, el 'Lote F Uno', conformado el sector 'F Uno', de acuerdo a plano que se encuentra archivado bajo el número doscientos sesenta y siete en el registro de documentos públicos de la notaría de Quirihue correspondiente al año 2023, inscrito a fojas 857vta Número 1451 correspondiente al registro de propiedad del año 2023 del Conservador de Bienes Raíces de Quirihue. Mínimo subasta 20.804,7 unidades de fomento, en su equivalente en pesos al día de la subasta. Precio pagadero al contado dentro de quinto día hábil después del remate. Interesados deberán consignar garantía suficiente para participar de la subasta, equivalente al 10% del valor de tasación aprobado. Para los efectos de constitución de la garantía suficiente, se deja instruido que los postores deberán comparecer al tribunal el día hábil anterior al día de la subasta, esto es, el día lunes anterior al día del remate y en caso de ser feriado el día hábil inmediatamente anterior al día del remate, ello desde las 11:00 horas y hasta las 14:00 horas, a fin de hacer entrega del respectivo vale vista a nombre del Décimo Tercer Juzgado Civil de Santiago, Rut n° 60.306.013-k. El saldo del precio de la subasta deberá pagarse al contado, dentro de quinto día hábil de efectuada, mediante consignación en la cuenta corriente del Tribunal. Todo interesado para presentarse por participar en el remate, deberá comunicarse al correo jcsantiago13_remates@pjud.cl. Demás antecedentes 'Aviva Seguros De Crédito y Garantía S.A./Inmobiliaria San José y Compañía'.- rol c1386-2024. Secretaria. [1388,957,1587,1511]
ad-heading: MARTA CORVETTO HIDALGO RNM [280,321,453,332]
ad-body: tiago, causa C-16744-2019, caratulados 'Banco de Chile con Sepúlveda' remátese el 3 de marzo de 2026, 15:15 horas, la Parcela N° 36, del plano de subdivisión de parte de la Hijuela número Uno, del Fundo San Guillermo, Comuna de Colina, Región Metropolitana, inscrito fojas 13623, N° 19329, Registro de Propiedad año 2018 del Conservador de Santiago. Mínimo posturas UF 11.936,39 en su equivalente en pesos a la fecha subasta. Subasta se realizará por videoconferencia, plataforma Zoom a través del enlace https://zoom.us/j/6411373990. Para participar se requiere computador o teléfono, con cámara, micrófono, audio y conexión a internet, siendo carga de los postores tener los elementos tecnológicos y de conexión. Postores deberán constituir garantía suficiente por el 10% del mínimo fijado, mediante un vale vista endosable a nombre del tribunal, el que debe ser digitalizado y acompañado a la carpeta electrónica, a través de la Oficina Judicial Virtual, módulo 'Audiencia de remates'. Una vez que el postor se ha sido aceptado por el tribunal en el sistema computacional, lo que podrá verificar con su clave única del Estado, en el módulo 'Mis Remates', debe entregar el vale vista materialmente en el Tribunal, entre las 9:00 y las 13:00 horas del día anterior a la subasta. Precio subasta se pagará al contado dentro de los cinco días hábiles siguientes al remate, mediante consignación en la cuenta corriente del Tribunal. Demás antecedentes en causa. Secretario. [1388,484,1587,947]
classified-ad [502,1596,700,1725]
ad-body: 903 Meylin Riojas Montenegro Reg. 1966, martilleros públicos, rematara 23 de enero de 2026 a las 12:30 horas, en Los Bosquinos Parcela 22, Maipú, plataforma zoom orden 21° Juzgado Civil Santiago, juicio Gmac Con Escalona Rol C-22360-2024, remataré en estado físico y procesal que se encuentra station wagon Chevrolet Tracker 1.2t año 2024 placa TLXW-75 comisión mas impuestos, garantía $ 500.000.- exhibición jueves y viernes de 9 a 16 horas consultas rematessalinas@gmail.com wsp +56 rematesmaipu.cl. 18-22. [280,582,478,775]
ad-heading: 10° JUZGADO CIVIL SANTIAGO, [1388,205,1587,216]
page-number: 7 [1662,71,1680,108]
ad-heading: 10° JUZGADO CIVIL SANTIAGO, [1166,1311,1365,1322]
classified-ad [1388,1520,1587,1766]
section-label: Remates de propiedades [1449,123,1581,136]
ad-heading: LICITACIÓN REMATE ONLINE, PAR- [1388,1520,1564,1532]
ad-body: ras Los Bosquinos 22 Maipú 25° Juzgado Civil Rol 8294/2025 Autofin con Zuniga Station Wagon Nissan Kicks 4x2 1.6 año 2024 patente TBXT.80 garantía $ 350.000 transferencia exhibición Instagram Rematesortizhelijos consultas +56956688443 Michelle Lavanderos Registro 1888 comisión 11.9 %. [280,1235,478,1350]
ad-heading: MONICA BAEZA OPORTUS RNM 1375 [280,158,478,169]
column-4 [723,119,922,2128]
classified-ad [723,321,921,501]
ad-body: remate judicial 20 enero 2026 12:30 horas vía Zoom Id 817 6237 5341 acceso 0mAgbA 27° Juzgado Civil de Santiago C-13277-2023 Servicio Financiero Mundo Crédito con Díaz Automóvil Kia Rio 5 Ex 1.4 2015 GZYL.51 ver en Sta. Marta 401 Playa Ancha Valparaíso día 19 enero de 15:30 a 17:00 horas garantía obligatoria $ 2.000.000 hasta 17 horas día 19 enero detalles y consultas a whatsapp martillero, 991917000 (chequear número motor y chasis). 18-19. [280,1926,478,2079]
section-label: Remates de propiedades [784,1316,916,1329]
classified-ad [280,582,478,776]
ad-heading: REMATE AL MEJOR POSTOR, [502,1733,650,1745]
classified-ad [502,1733,700,2057]
classified-ad [58,720,257,862]
ad-heading: CASA DE REMATES RAMÓN REY Y CÍA LTDA. [58,368,257,392]
ad-heading: REMATE 20/1/2026 VÍA ZOOM 13 HO- [280,1235,461,1246]
column-header [945,119,1143,152]
classified-ad [502,621,700,802]
classified-ad [280,1235,478,1351]
ad-body: 23 Enero 2026 12:30 horas, Los Bosquinos Parcela 22 Maipú, Vía Plataforma Zoom. 6° Juzgado Civil Santiago. Tanner con Silva. Rol: C-20318-2024: Station Wagon Suzuki Vitara GLS 1.6 2021, patente HRGF52. Comisión mas impuestos. Garantía $ 500.000 Exhibe video en Facebook e Instagram como Remate Maipú. Luis González Sandoval RNM 1745. 986494760 casaderemateslapunta@gmail.com (18-22). [58,218,257,358]
section-number: 1612 [508,123,556,149]
ad-body: 2022 Cámara Encendida Mejor Postor Jueves 22 Enero 2026, 12:15 horas. 22° Juzgado Civil Santiago. Tanner con Colmenares. Rol: C-2519-2024: Automóvil Nissan Versa MT 1.6 2022, Placa RRXV-55-4. Exhibición Martes y Miércoles Lo Fontecilla Parcela 3 Lampa, Santiago.- Garantía inicial $ 3.000.000. Informaciones: www.rematesmerinomarquez.cl. Comisión, impuestos. Martillero Público Iván Merino Márquez RNM 282. [280,797,478,938]
column-7 [1388,119,1587,2082]
ad-body: y fotos en nuestras redes sociales, comisión 12% más impuestos legales vigentes, todo vehículo tanto como para circular como para desarme cancele $ 50.000.- de grúa IVA inc, garantía de $ 250.000.- para facturación contactarse al teléfono +56952002412, se hace presente que la casa de remate y el mandante no se responsabilizan de las multas de los vehículos, ni de la documentación faltante o atrasada. Marcelo González García RNM 1813. [723,158,921,311]
ad-heading: REMATE JUDICIAL MEJOR POSTOR [58,1274,240,1285]
classified-ad [723,1352,921,1830]
column-6 [1166,119,1365,2058]
ad-heading: MONICA BAEZA OPORTUS RNM 1375 [280,1913,478,1924]
ad-body: tiago, se rematará, el día 10 de Febrero de 2026, 14.30 horas, por videoconferencia, mediante la plataforma Zoom, el inmueble de propiedad del demandado Elba Karen Solange Gajardo Salazar, consistente en departamento 303 del 3° piso, del Edificio H, con acceso por calle Maipú N° 727, de la Primera Etapa del 'Condominio Bello Centro Esperanza', comuna de Santiago, Región Metropolitana, de acuerdo al plano archivado con el número 2137, 2137 A a la E; y además de derechos en proporción al valor de lo adquirido en unión de los otros adquirentes en los bienes comunes entre los cuales se encuentra el terreno. Su rol de avalúo fiscal es el 203-286, comuna de Santiago.- Su título de dominio rola inscrito a Fojas 46380 vuelta N° 75673 del Registro de Propiedad del año 2006 del Conservador de Bienes Raíces de Santiago. El mínimo para las posturas del inmueble será UF 1.784,20, en su equivalente en pesos al día de la subasta. Cada postor, con excepción de la parte ejecutante y el acreedor hipotecario si lo hubiere, deberán consignar 10% del mínimo para participar de la subasta a través de vale vista endosable a nombre del Primer Juzgado Civil De Santiago, Rut N° 60.306.001-6, el cual deberá ser entregado el día hábil anterior a la subasta entre las 08:00 y las 14:00 horas. Demás bases y antecedentes, autos rol C-11642-2017, caratulados 'Banco de Chile con Gajardo'. https://zoom.us/j/7903673329. Ejecutivo. Secretaria(o). [723,1365,921,1828]
ad-heading: LUIS ANTONIO MARABOLI CACERES [280,947,478,959]
classified-ad [280,947,478,1115]
